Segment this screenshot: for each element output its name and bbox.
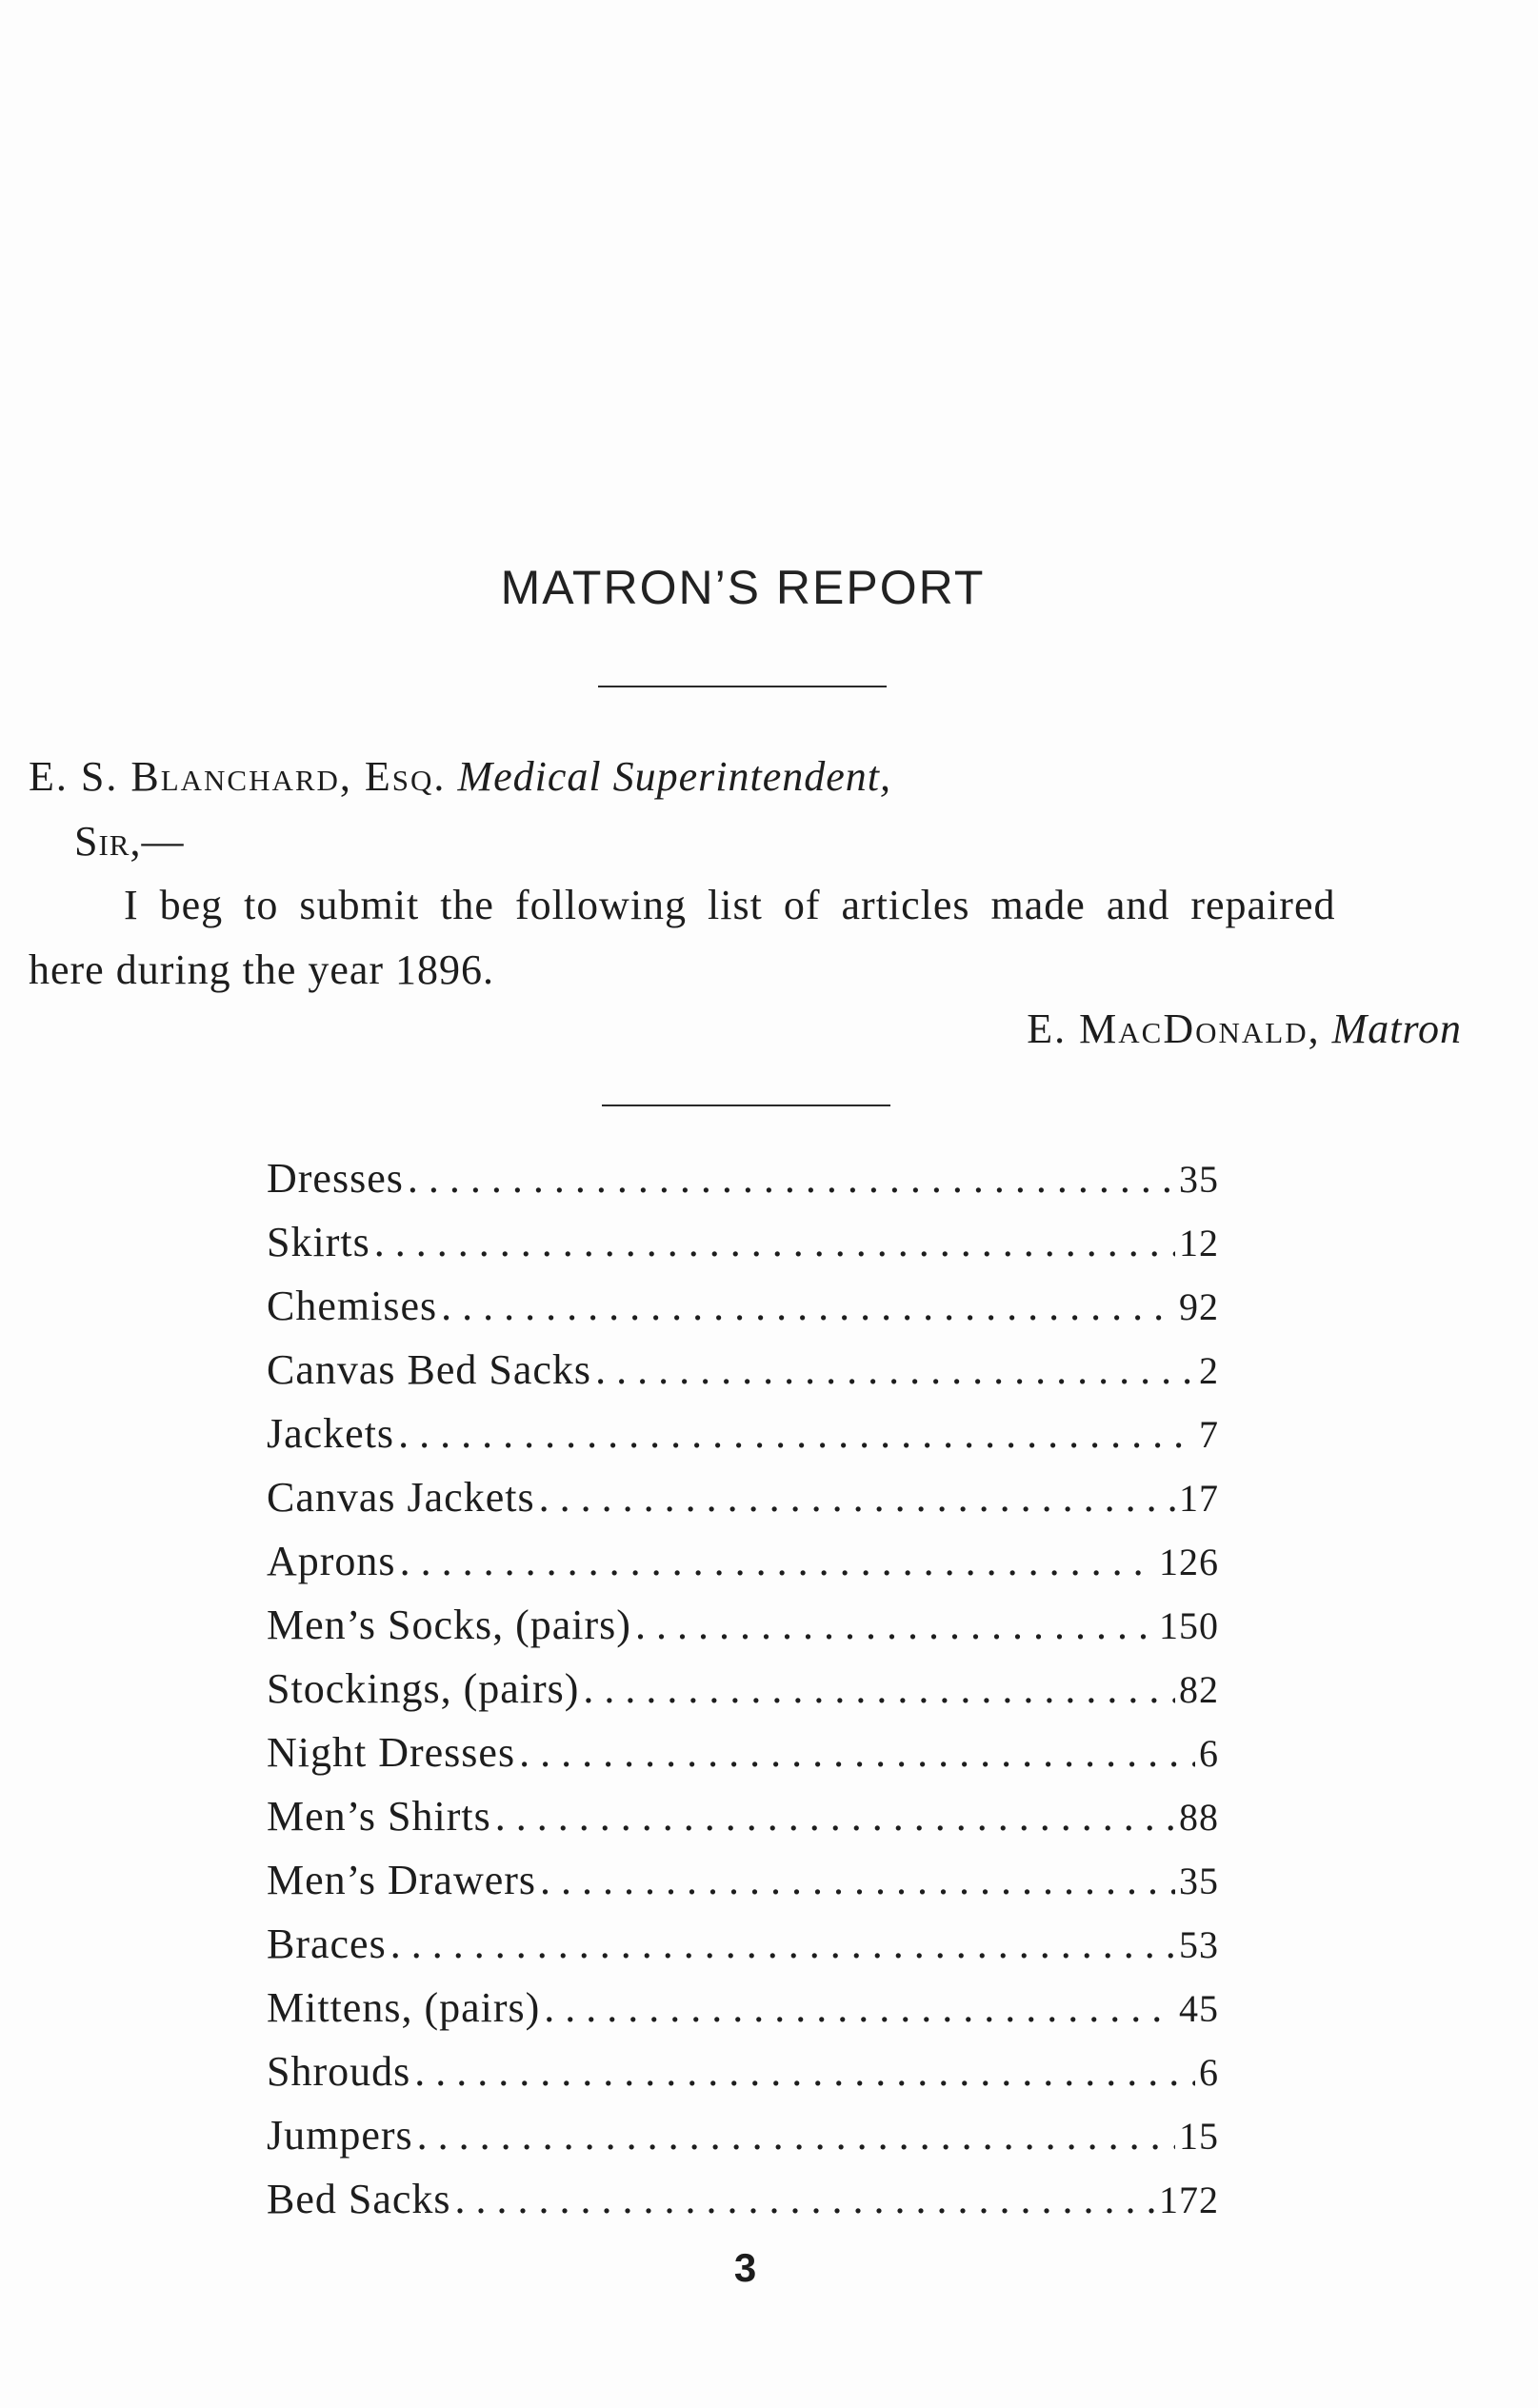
list-item (267, 1345, 1219, 1409)
list-item (267, 1983, 1219, 2047)
list-item (267, 1601, 1219, 1664)
item-count: 2 (1199, 1349, 1219, 1392)
articles-list (267, 1154, 1219, 2239)
dot-leader (414, 2047, 1195, 2096)
dot-leader (635, 1601, 1155, 1649)
item-count: 7 (1199, 1413, 1219, 1456)
list-item (267, 2175, 1219, 2239)
item-name: Jumpers (267, 2112, 413, 2159)
signature-line (1027, 1005, 1462, 1053)
item-count: 82 (1179, 1668, 1219, 1711)
dot-leader (374, 1218, 1175, 1266)
item-name: Chemises (267, 1283, 438, 1329)
list-item (267, 1664, 1219, 1728)
item-name: Braces (267, 1920, 387, 1967)
dot-leader (398, 1409, 1195, 1458)
body-text-line-1: I beg to submit the following list of articles made and repaired (124, 882, 1336, 928)
list-item (267, 1154, 1219, 1218)
page-title: MATRON’S REPORT (500, 561, 986, 614)
item-name: Men’s Drawers (267, 1857, 537, 1903)
item-count: 53 (1179, 1923, 1219, 1966)
item-name: Dresses (267, 1155, 404, 1202)
item-name: Jackets (267, 1410, 395, 1457)
item-count: 35 (1179, 1158, 1219, 1201)
list-item (267, 1282, 1219, 1345)
item-name: Bed Sacks (267, 2176, 451, 2222)
dot-leader (408, 1154, 1175, 1203)
item-count: 35 (1179, 1860, 1219, 1902)
item-name: Mittens, (pairs) (267, 1984, 541, 2031)
item-count: 172 (1159, 2179, 1219, 2221)
dot-leader (495, 1792, 1175, 1841)
page-number: 3 (733, 2245, 757, 2290)
addressee-name: E. S. Blanchard, Esq. (29, 753, 447, 800)
list-item (267, 2047, 1219, 2111)
item-count: 92 (1179, 1285, 1219, 1328)
item-count: 45 (1179, 1987, 1219, 2030)
item-name: Shrouds (267, 2048, 411, 2095)
list-item (267, 1856, 1219, 1920)
dot-leader (583, 1664, 1175, 1713)
addressee-line (29, 752, 891, 801)
addressee-role: Medical Superintendent, (457, 753, 891, 800)
list-item (267, 1218, 1219, 1282)
item-count: 126 (1159, 1541, 1219, 1583)
dot-leader (455, 2175, 1155, 2223)
list-item (267, 1792, 1219, 1856)
dot-leader (595, 1345, 1195, 1394)
list-item (267, 1920, 1219, 1983)
list-divider (602, 1104, 890, 1106)
item-name: Night Dresses (267, 1729, 516, 1776)
title-divider (598, 686, 887, 687)
item-name: Aprons (267, 1538, 396, 1584)
item-name: Skirts (267, 1219, 370, 1265)
dot-leader (544, 1983, 1175, 2032)
list-item (267, 2111, 1219, 2175)
item-name: Men’s Socks, (pairs) (267, 1602, 631, 1648)
dot-leader (441, 1282, 1175, 1330)
signature-role: Matron (1331, 1005, 1462, 1052)
item-count: 12 (1179, 1222, 1219, 1264)
item-count: 17 (1179, 1477, 1219, 1520)
item-name: Men’s Shirts (267, 1793, 491, 1840)
salutation: Sir,— (74, 818, 185, 865)
list-item (267, 1409, 1219, 1473)
dot-leader (540, 1856, 1175, 1904)
item-count: 6 (1199, 2051, 1219, 2094)
dot-leader (539, 1473, 1175, 1522)
item-name: Canvas Bed Sacks (267, 1346, 592, 1393)
dot-leader (519, 1728, 1195, 1777)
list-item (267, 1473, 1219, 1537)
item-count: 15 (1179, 2115, 1219, 2158)
body-text-line-2: here during the year 1896. (29, 946, 495, 993)
item-count: 88 (1179, 1796, 1219, 1839)
list-item (267, 1537, 1219, 1601)
item-count: 6 (1199, 1732, 1219, 1775)
signature-name: E. MacDonald, (1027, 1005, 1321, 1052)
item-count: 150 (1159, 1604, 1219, 1647)
list-item (267, 1728, 1219, 1792)
dot-leader (400, 1537, 1155, 1585)
item-name: Canvas Jackets (267, 1474, 535, 1521)
dot-leader (390, 1920, 1175, 1968)
item-name: Stockings, (pairs) (267, 1665, 580, 1712)
dot-leader (417, 2111, 1175, 2159)
